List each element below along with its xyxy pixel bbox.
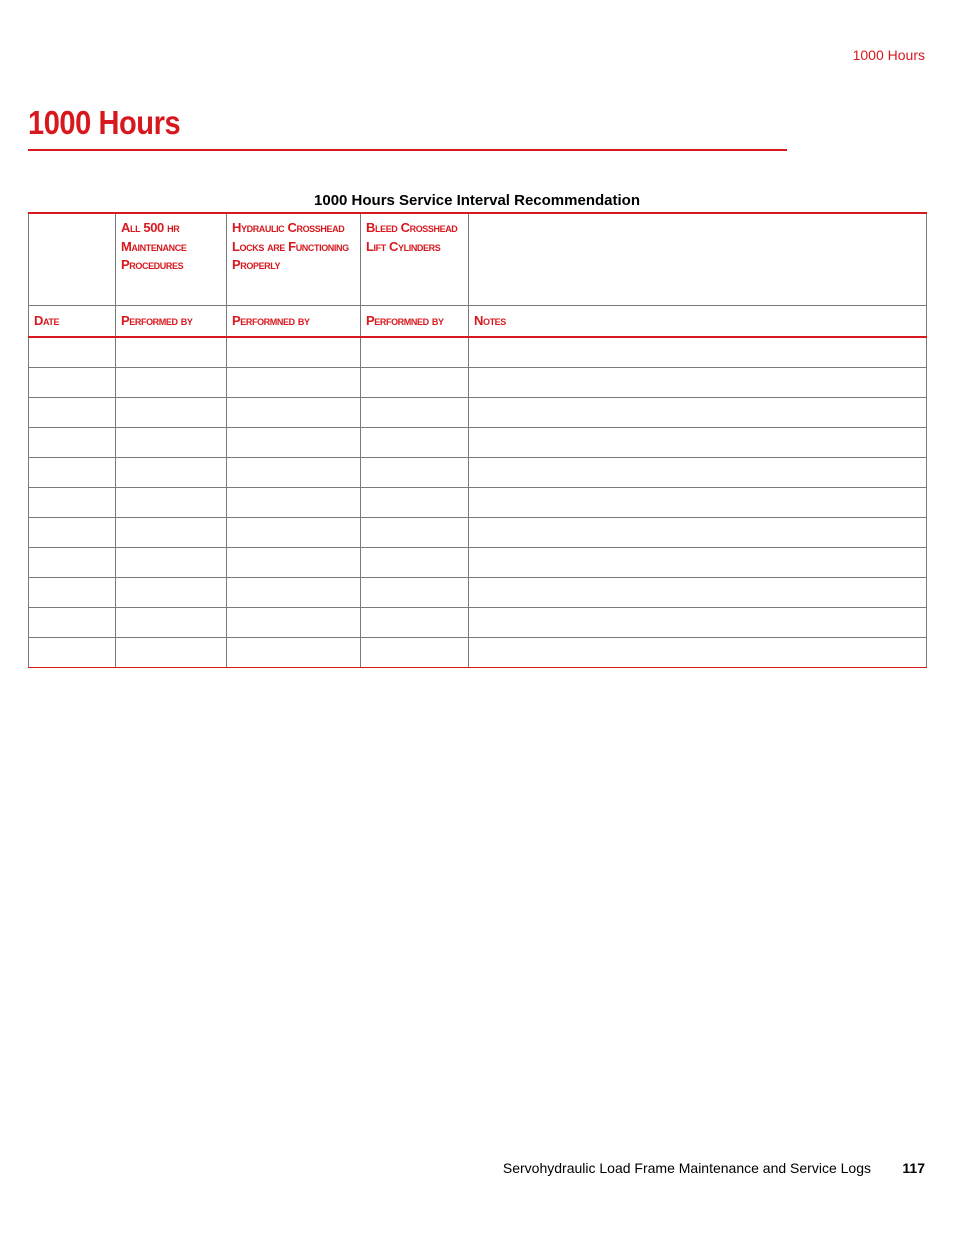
log-body xyxy=(29,337,927,668)
column-header-date: Date xyxy=(29,306,116,338)
service-log-table xyxy=(28,212,927,668)
column-header-performed-by: Performned by xyxy=(227,306,361,338)
log-cell xyxy=(116,518,227,548)
log-cell xyxy=(469,398,927,428)
log-cell xyxy=(227,548,361,578)
log-cell xyxy=(29,578,116,608)
log-cell xyxy=(469,428,927,458)
log-cell xyxy=(29,398,116,428)
log-cell xyxy=(116,337,227,368)
task-header-cell xyxy=(361,213,469,306)
column-header-performed-by: Performed by xyxy=(116,306,227,338)
task-crosshead-locks: Hydraulic Crosshead Locks are Functioning Properly xyxy=(232,220,349,272)
title-rule xyxy=(28,149,787,151)
log-cell xyxy=(116,638,227,668)
task-header-cell xyxy=(29,213,116,306)
table-row xyxy=(29,578,927,608)
log-cell xyxy=(116,368,227,398)
log-cell xyxy=(361,368,469,398)
log-cell xyxy=(116,578,227,608)
log-cell xyxy=(469,488,927,518)
log-cell xyxy=(227,337,361,368)
log-cell xyxy=(116,548,227,578)
log-cell xyxy=(469,638,927,668)
running-header: 1000 Hours xyxy=(852,47,925,63)
log-cell xyxy=(227,608,361,638)
log-cell xyxy=(361,518,469,548)
log-cell xyxy=(29,548,116,578)
log-cell xyxy=(361,608,469,638)
log-cell xyxy=(116,398,227,428)
table-caption: 1000 Hours Service Interval Recommendation xyxy=(314,192,640,209)
log-cell xyxy=(116,428,227,458)
table-row xyxy=(29,398,927,428)
log-cell xyxy=(469,548,927,578)
task-header-cell xyxy=(227,213,361,306)
log-cell xyxy=(29,458,116,488)
log-cell xyxy=(116,458,227,488)
table-row xyxy=(29,458,927,488)
log-cell xyxy=(469,337,927,368)
log-cell xyxy=(29,518,116,548)
page-title: 1000 Hours xyxy=(28,104,181,141)
log-cell xyxy=(29,428,116,458)
table-row xyxy=(29,368,927,398)
log-cell xyxy=(227,518,361,548)
log-cell xyxy=(361,337,469,368)
footer-text: Servohydraulic Load Frame Maintenance and Service Logs xyxy=(502,1160,871,1176)
log-cell xyxy=(361,458,469,488)
log-cell xyxy=(116,608,227,638)
log-cell xyxy=(227,578,361,608)
log-cell xyxy=(469,578,927,608)
log-cell xyxy=(361,428,469,458)
page-number: 117 xyxy=(902,1160,925,1176)
log-cell xyxy=(29,608,116,638)
log-cell xyxy=(116,488,227,518)
log-cell xyxy=(227,458,361,488)
column-header-notes: Notes xyxy=(469,306,927,338)
log-cell xyxy=(469,368,927,398)
log-cell xyxy=(227,398,361,428)
table-row xyxy=(29,488,927,518)
log-cell xyxy=(469,458,927,488)
table-row xyxy=(29,337,927,368)
log-cell xyxy=(227,428,361,458)
log-cell xyxy=(361,578,469,608)
log-cell xyxy=(361,488,469,518)
log-cell xyxy=(29,368,116,398)
log-cell xyxy=(361,548,469,578)
log-cell xyxy=(29,488,116,518)
table-row xyxy=(29,518,927,548)
log-cell xyxy=(361,638,469,668)
task-header-row xyxy=(29,213,927,306)
task-header-cell xyxy=(469,213,927,306)
task-header-cell xyxy=(116,213,227,306)
log-cell xyxy=(227,368,361,398)
table-row xyxy=(29,548,927,578)
log-cell xyxy=(469,608,927,638)
table-row xyxy=(29,428,927,458)
log-cell xyxy=(227,488,361,518)
log-cell xyxy=(227,638,361,668)
table-row xyxy=(29,638,927,668)
task-all-500hr: All 500 hr Maintenance Procedures xyxy=(121,220,187,272)
column-header-row xyxy=(29,306,927,338)
log-cell xyxy=(361,398,469,428)
column-header-performed-by: Performned by xyxy=(361,306,469,338)
log-cell xyxy=(29,638,116,668)
table-row xyxy=(29,608,927,638)
log-cell xyxy=(469,518,927,548)
task-bleed-cylinders: Bleed Crosshead Lift Cylinders xyxy=(366,220,458,254)
log-cell xyxy=(29,337,116,368)
